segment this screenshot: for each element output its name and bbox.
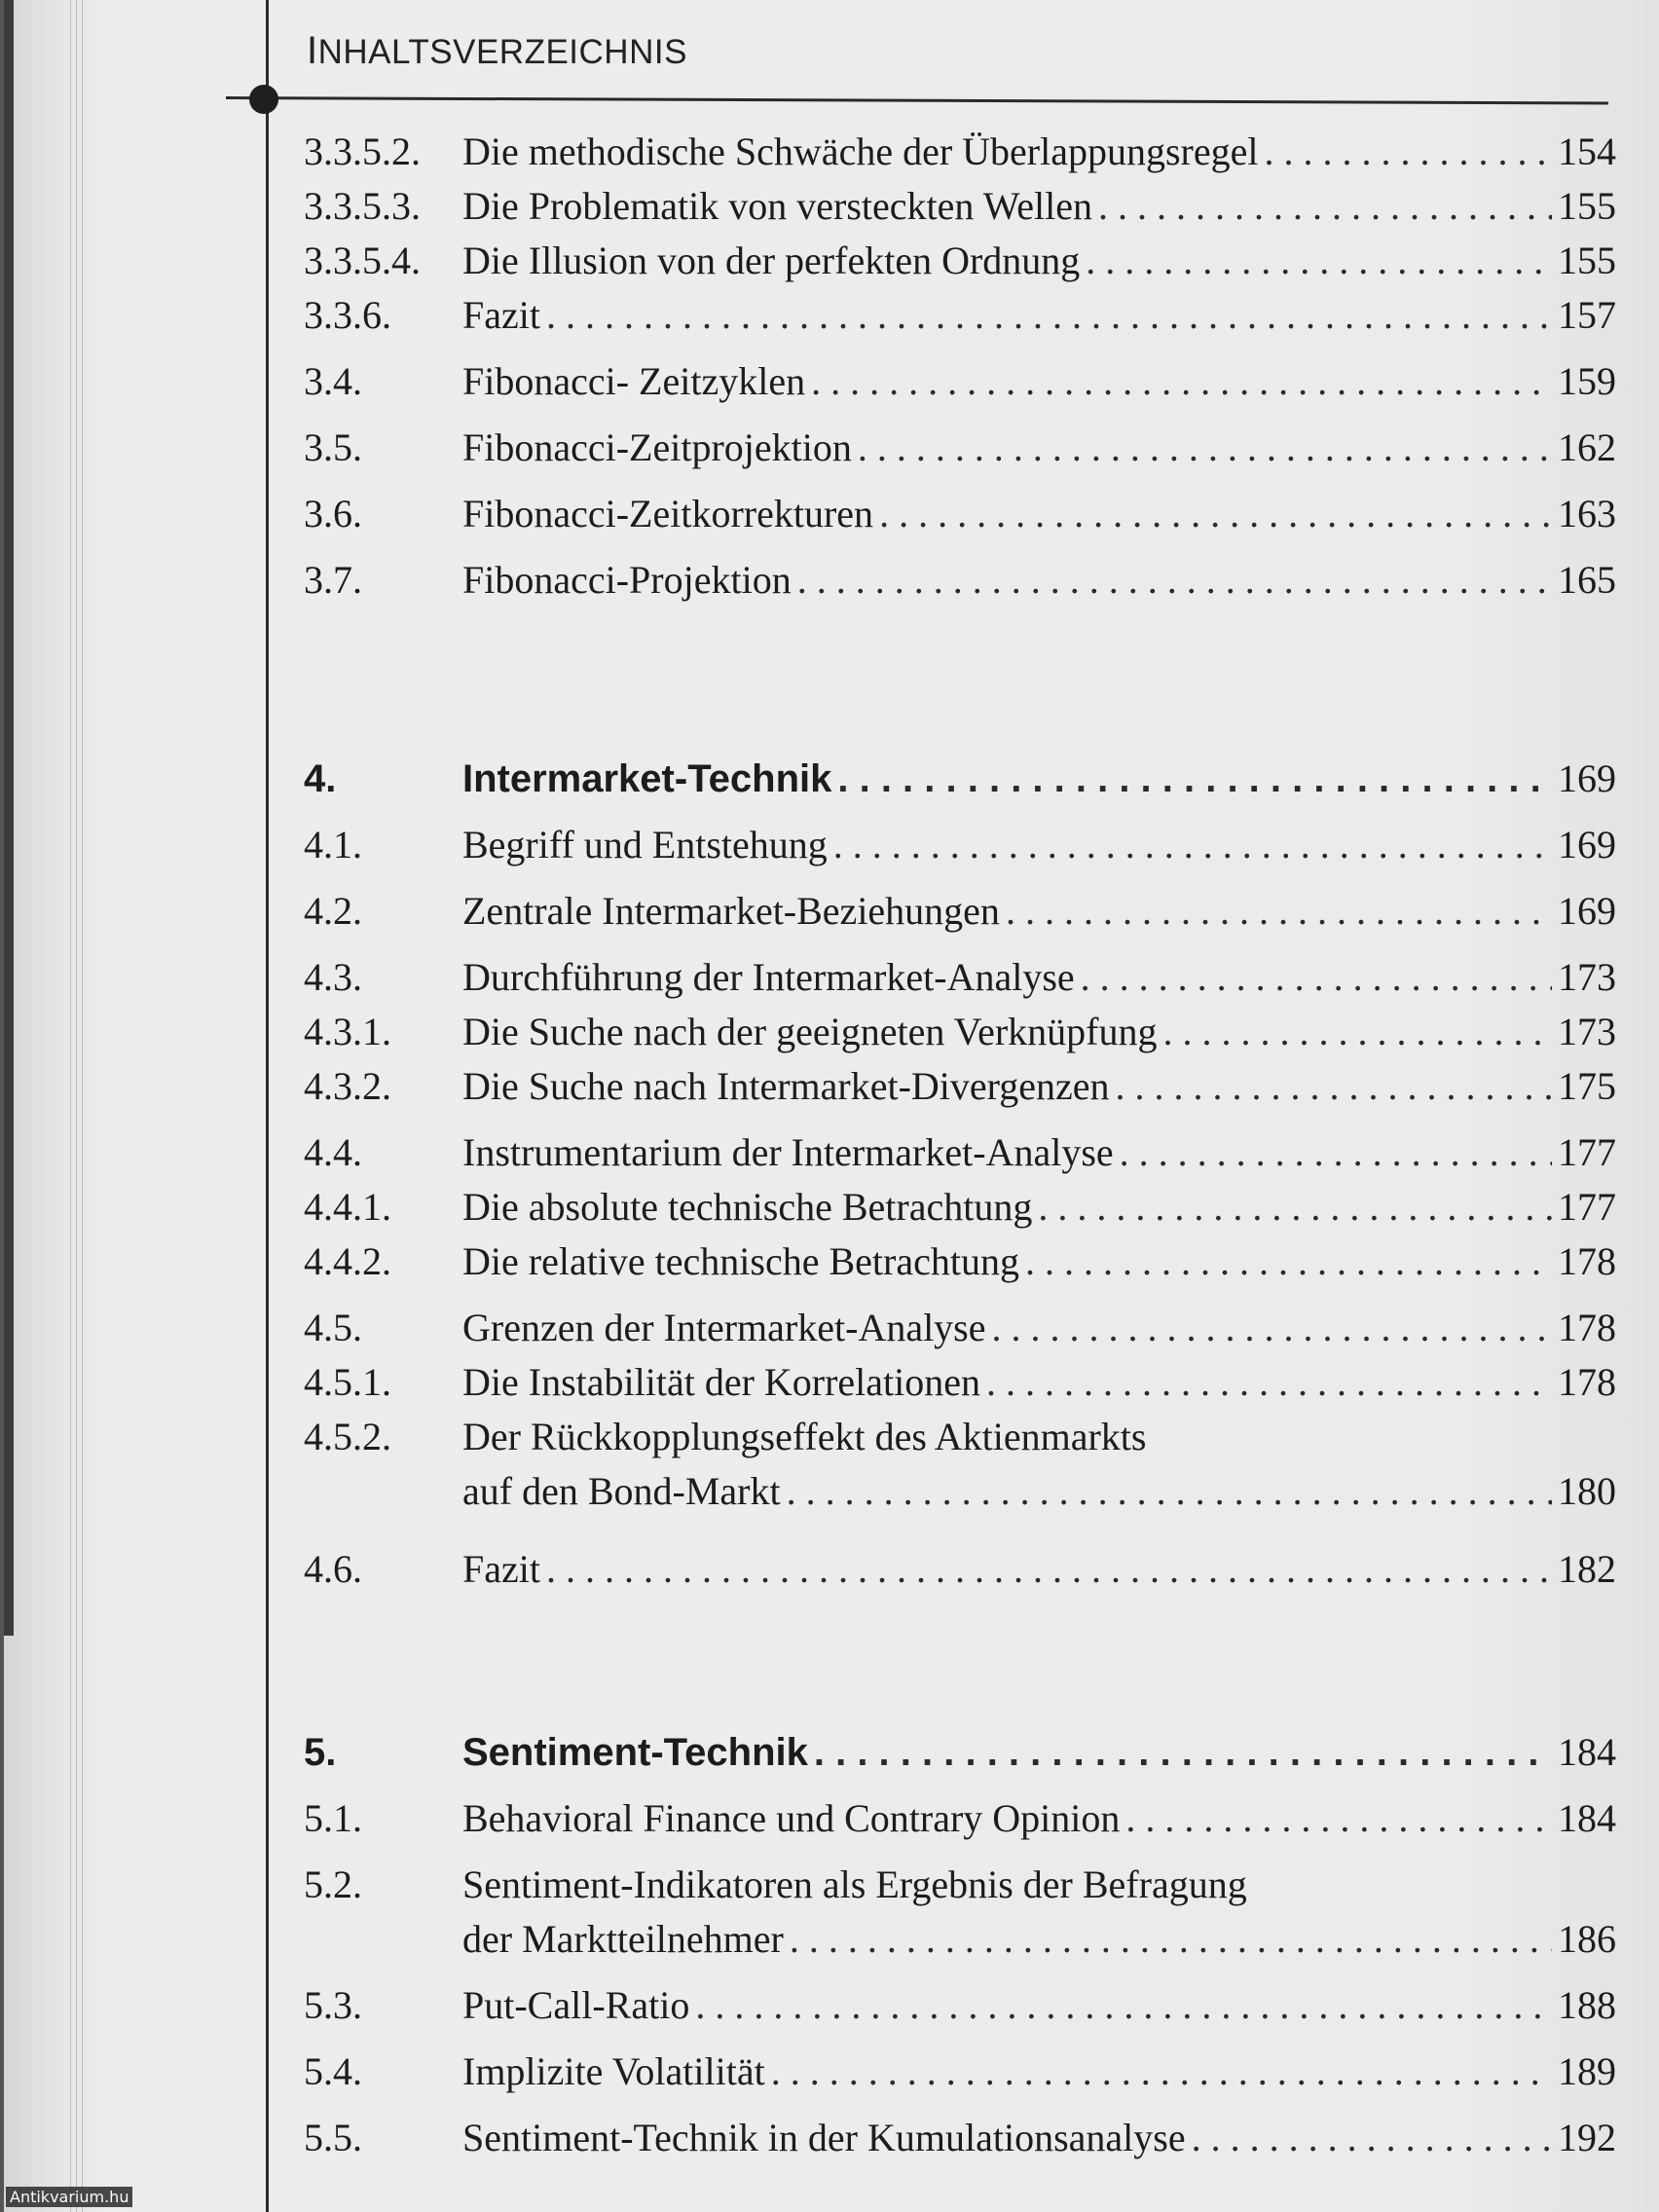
toc-entry-title: Durchführung der Intermarket-Analyse [462,955,1075,999]
toc-entry-number: 4.4. [304,1130,362,1174]
toc-entry [304,1355,1616,1410]
dot-leader [771,2045,1552,2099]
toc-entry-title: Die relative technische Betrachtung [462,1239,1019,1283]
toc-entry [304,818,1616,872]
toc-entry-number: 4.4.1. [304,1185,391,1229]
toc-entry-page: 177 [1558,1185,1616,1229]
toc-entry [304,2045,1616,2099]
toc-entry [304,1858,1616,1967]
toc-entry-title: Implizite Volatilität [462,2049,765,2093]
dot-leader [1125,1791,1552,1846]
dot-leader [986,1355,1552,1410]
toc-entry-page: 177 [1558,1130,1616,1174]
toc-entry-title: Intermarket-Technik [462,757,832,800]
toc-entry-title: Grenzen der Intermarket-Analyse [462,1306,986,1349]
toc-entry [304,1542,1616,1597]
toc-entry-page: 175 [1558,1064,1616,1108]
toc-entry-page: 188 [1558,1983,1616,2027]
toc-entry-number: 5. [304,1731,337,1774]
toc-entry [304,421,1616,475]
dot-leader [1038,1180,1552,1235]
dot-leader [814,1725,1552,1780]
dot-leader [1116,1059,1552,1114]
toc-entry-number: 4.2. [304,889,362,933]
toc-entry-number: 4.5. [304,1306,362,1349]
toc-entry-page: 155 [1558,184,1616,228]
toc-entry-number: 5.5. [304,2116,362,2159]
toc-entry-number: 4.3.1. [304,1010,391,1053]
toc-entry-number: 3.5. [304,425,362,469]
toc-entry [304,179,1616,234]
toc-entry-number: 3.4. [304,359,362,403]
toc-entry-page: 192 [1558,2116,1616,2159]
dot-leader [837,752,1552,806]
toc-entry-title: Die Problematik von versteckten Wellen [462,184,1092,228]
dot-leader [1081,950,1552,1005]
dot-leader [1120,1125,1552,1180]
toc-entry [304,1125,1616,1180]
dot-leader [1025,1235,1552,1289]
toc-entry [304,1235,1616,1289]
toc-entry-number: 4.3.2. [304,1064,391,1108]
toc-entry-page: 178 [1558,1239,1616,1283]
toc-entry-title: Begriff und Entstehung [462,823,828,866]
toc-entry-number: 3.3.5.3. [304,184,421,228]
dot-leader [879,487,1552,541]
toc-entry [304,1059,1616,1114]
dot-leader [833,818,1552,872]
toc-entry-title: Der Rückkopplungseffekt des Aktienmarkts [462,1415,1147,1458]
header-initial: I [307,29,318,72]
toc-entry-page: 173 [1558,955,1616,999]
toc-entry-page: 178 [1558,1360,1616,1404]
toc-entry-title: Zentrale Intermarket-Beziehungen [462,889,1000,933]
toc-entry [304,354,1616,409]
toc-entry-number: 5.1. [304,1796,362,1840]
toc-entry [304,125,1616,179]
toc-entry [304,288,1616,343]
toc-entry [304,950,1616,1005]
dot-leader [787,1464,1552,1519]
toc-entry [304,2111,1616,2165]
toc-entry-page: 169 [1558,889,1616,933]
toc-entry-page: 165 [1558,558,1616,602]
toc-entry-title-continued: auf den Bond-Markt [462,1469,781,1513]
toc-entry-page: 184 [1558,1796,1616,1840]
toc-entry-number: 3.6. [304,492,362,535]
toc-entry-title: Put-Call-Ratio [462,1983,690,2027]
dot-leader [546,1542,1552,1597]
toc-entry-number: 4.3. [304,955,362,999]
dot-leader [546,288,1552,343]
toc-entry [304,1180,1616,1235]
toc-entry-title: Die Instabilität der Korrelationen [462,1360,981,1404]
toc-entry-page: 178 [1558,1306,1616,1349]
dot-leader [1162,1005,1552,1059]
toc-entry-title: Behavioral Finance und Contrary Opinion [462,1796,1121,1840]
toc-entry-number: 3.7. [304,558,362,602]
dot-leader [811,354,1552,409]
dot-leader [797,553,1552,608]
toc-entry-page: 173 [1558,1010,1616,1053]
dot-leader [1006,884,1552,939]
toc-entry [304,1791,1616,1846]
toc-entry [304,487,1616,541]
toc-entry-title: Die Suche nach Intermarket-Divergenzen [462,1064,1110,1108]
toc-entry-title: Fazit [462,293,540,337]
toc-entry-title: Instrumentarium der Intermarket-Analyse [462,1130,1114,1174]
toc-entry-page: 155 [1558,239,1616,282]
toc-entry-page: 186 [1558,1917,1616,1961]
dot-leader [1192,2111,1552,2165]
toc-entry-title: Fibonacci-Zeitprojektion [462,425,852,469]
toc-entry-page: 163 [1558,492,1616,535]
toc-entry-number: 4.1. [304,823,362,866]
toc-entry [304,1410,1616,1519]
dot-leader [1098,179,1552,234]
dot-leader [1264,125,1552,179]
toc-entry-title: Sentiment-Technik in der Kumulationsanalyse [462,2116,1186,2159]
dot-leader [790,1912,1552,1967]
watermark: Antikvarium.hu [6,2187,132,2207]
toc-entry-title: Die absolute technische Betrachtung [462,1185,1033,1229]
toc-entry-page: 180 [1558,1469,1616,1513]
toc-entry [304,1978,1616,2033]
toc-entry-page: 159 [1558,359,1616,403]
toc-entry-number: 3.3.5.4. [304,239,421,282]
toc-entry [304,1301,1616,1355]
dot-leader [858,421,1552,475]
toc-entry-number: 5.3. [304,1983,362,2027]
toc-entry-title: Die methodische Schwäche der Überlappungsregel [462,129,1259,173]
toc-entry-title: Fibonacci-Zeitkorrekturen [462,492,874,535]
toc-entry-number: 5.4. [304,2049,362,2093]
toc-entry-title: Fibonacci- Zeitzyklen [462,359,806,403]
toc-entry [304,553,1616,608]
toc-entry-title: Sentiment-Technik [462,1731,808,1774]
toc-entry-page: 154 [1558,129,1616,173]
toc-entry-page: 184 [1558,1730,1616,1774]
toc-entry [304,884,1616,939]
toc-entry-page: 162 [1558,425,1616,469]
toc-entry-page: 169 [1558,756,1616,800]
toc-entry-page: 189 [1558,2049,1616,2093]
toc-entry-page: 157 [1558,293,1616,337]
toc-entry-title-continued: der Marktteilnehmer [462,1917,784,1961]
toc-entry-title: Die Illusion von der perfekten Ordnung [462,239,1081,282]
toc-entry-number: 4.6. [304,1547,362,1591]
toc-entry-number: 4.5.1. [304,1360,391,1404]
toc-entry-number: 3.3.5.2. [304,129,421,173]
toc-entry-page: 182 [1558,1547,1616,1591]
toc-entry-number: 5.2. [304,1862,362,1906]
dot-leader [992,1301,1553,1355]
dot-leader [695,1978,1552,2033]
toc-entry-number: 4.5.2. [304,1415,391,1458]
toc-entry-number: 4. [304,757,337,800]
toc-entry-title: Fazit [462,1547,540,1591]
toc-entry-page: 169 [1558,823,1616,866]
toc-entry [304,234,1616,288]
toc-entry-title: Sentiment-Indikatoren als Ergebnis der Befragung [462,1862,1247,1906]
toc-entry [304,1005,1616,1059]
toc-entry-number: 4.4.2. [304,1239,391,1283]
toc-chapter-entry [304,752,1616,806]
toc-chapter-entry [304,1725,1616,1780]
toc-entry-title: Die Suche nach der geeigneten Verknüpfung [462,1010,1158,1053]
toc-entry-number: 3.3.6. [304,293,391,337]
dot-leader [1086,234,1552,288]
header-rest: NHALTSVERZEICHNIS [317,33,687,71]
toc-entry-title: Fibonacci-Projektion [462,558,792,602]
